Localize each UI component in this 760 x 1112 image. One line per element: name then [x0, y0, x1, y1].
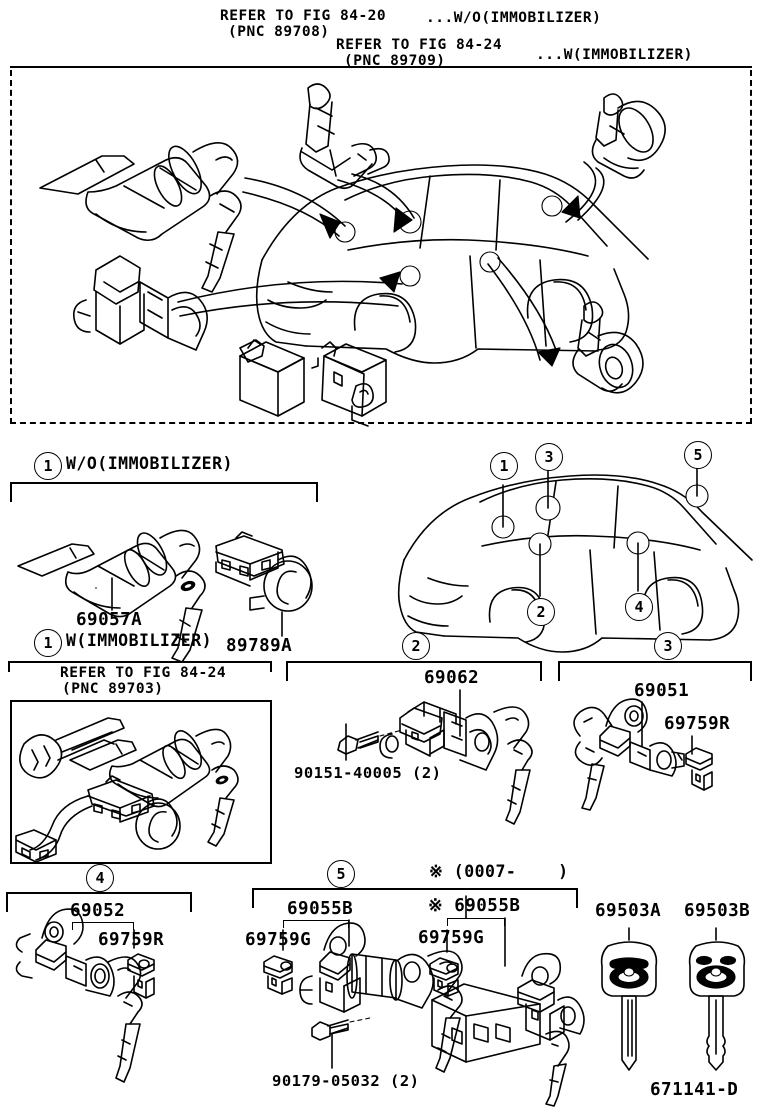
car-callout-5[interactable]: 5 — [684, 441, 712, 469]
header-note-2-suffix: ...W(IMMOBILIZER) — [536, 47, 693, 63]
car-callout-2[interactable]: 2 — [527, 598, 555, 626]
section-5-date-note: ※ (0007- ) — [429, 862, 569, 881]
key-69503A-art — [602, 928, 657, 1070]
section-4-number[interactable]: 4 — [86, 864, 114, 892]
part-label-69055B-primed: 69055B — [287, 899, 354, 919]
part-label-69503B: 69503B — [684, 901, 751, 921]
section-1a-title: W/O(IMMOBILIZER) — [66, 454, 233, 473]
section-5-number[interactable]: 5 — [327, 860, 355, 888]
header-note-1-ref: REFER TO FIG 84-20 — [220, 8, 387, 24]
section-2-number[interactable]: 2 — [402, 632, 430, 660]
part-label-89789A: 89789A — [226, 636, 293, 656]
part-label-69759R-s3: 69759R — [664, 714, 731, 734]
part-label-69057A: 69057A — [76, 610, 143, 630]
part-label-69062: 69062 — [424, 668, 480, 688]
part-label-69503A: 69503A — [595, 901, 662, 921]
car-callout-4[interactable]: 4 — [625, 593, 653, 621]
header-note-1-pnc: (PNC 89708) — [228, 24, 330, 40]
part-label-69055B-starred: ※ 69055B — [428, 896, 521, 916]
section-1b-note-ref: REFER TO FIG 84-24 — [60, 665, 227, 681]
section-1b-title: W(IMMOBILIZER) — [66, 631, 213, 650]
part-label-69759G-primed: 69759G — [245, 930, 312, 950]
car-callout-3[interactable]: 3 — [535, 443, 563, 471]
header-note-2-ref: REFER TO FIG 84-24 — [336, 37, 503, 53]
car-callout-1[interactable]: 1 — [490, 452, 518, 480]
section-3-number[interactable]: 3 — [654, 632, 682, 660]
part-label-69051: 69051 — [634, 681, 690, 701]
part-label-69052: 69052 — [70, 901, 126, 921]
header-note-2-pnc: (PNC 89709) — [344, 53, 446, 69]
diagram-code: 671141-D — [650, 1080, 739, 1100]
part-label-90151-40005: 90151-40005 (2) — [294, 764, 442, 782]
part-label-69759G: 69759G — [418, 928, 485, 948]
header-note-1-suffix: ...W/O(IMMOBILIZER) — [426, 10, 602, 26]
section-1a-number[interactable]: 1 — [34, 452, 62, 480]
part-label-90179-05032: 90179-05032 (2) — [272, 1072, 420, 1090]
part-label-69759R-s4: 69759R — [98, 930, 165, 950]
section-1b-number[interactable]: 1 — [34, 629, 62, 657]
section-1b-note-pnc: (PNC 89703) — [62, 681, 164, 697]
key-69503B-art — [690, 928, 745, 1070]
